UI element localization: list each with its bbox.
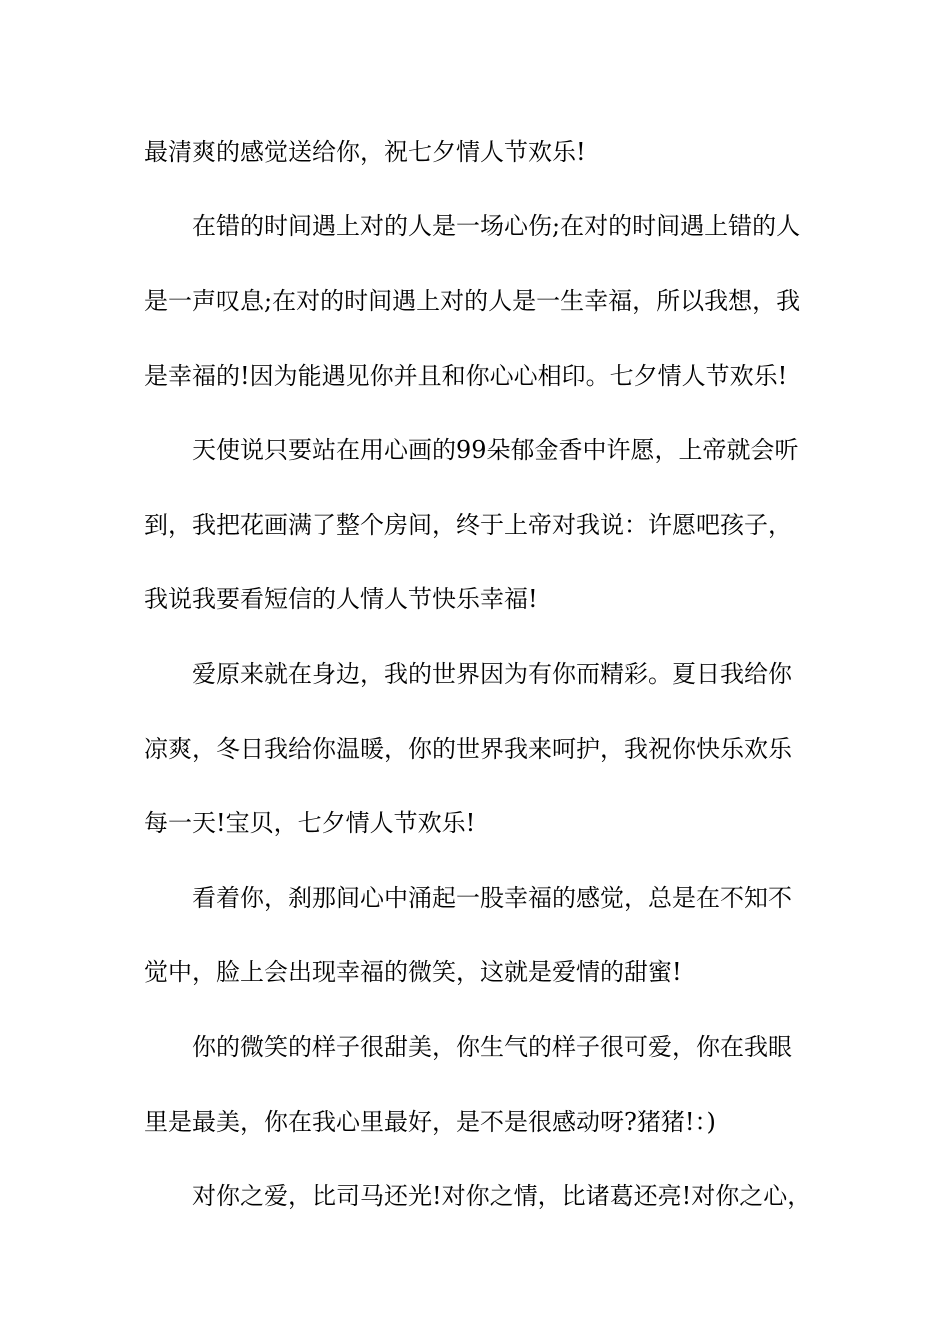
text-line: 觉中，脸上会出现幸福的微笑，这就是爱情的甜蜜! [144,958,682,986]
text-line: 到，我把花画满了整个房间，终于上帝对我说：许愿吧孩子， [144,511,792,539]
text-line: 凉爽，冬日我给你温暖，你的世界我来呵护，我祝你快乐欢乐 [144,735,792,763]
text-line: 我说我要看短信的人情人节快乐幸福! [144,585,538,613]
text-line: 最清爽的感觉送给你，祝七夕情人节欢乐! [144,138,586,166]
text-line: 里是最美，你在我心里最好，是不是很感动呀?猪猪!：) [144,1108,716,1136]
text-line: 是幸福的!因为能遇见你并且和你心心相印。七夕情人节欢乐! [144,362,788,390]
paragraph-first-line: 爱原来就在身边，我的世界因为有你而精彩。夏日我给你 [192,660,792,688]
paragraph-first-line: 在错的时间遇上对的人是一场心伤;在对的时间遇上错的人 [192,212,801,240]
paragraph-first-line: 天使说只要站在用心画的99朵郁金香中许愿，上帝就会听 [192,436,799,464]
text-line: 是一声叹息;在对的时间遇上对的人是一生幸福，所以我想，我 [144,287,801,315]
text-line: 每一天!宝贝，七夕情人节欢乐! [144,809,476,837]
paragraph-first-line: 对你之爱，比司马还光!对你之情，比诸葛还亮!对你之心， [192,1182,812,1210]
paragraph-first-line: 你的微笑的样子很甜美，你生气的样子很可爱，你在我眼 [192,1033,792,1061]
paragraph-first-line: 看着你，刹那间心中涌起一股幸福的感觉，总是在不知不 [192,884,792,912]
